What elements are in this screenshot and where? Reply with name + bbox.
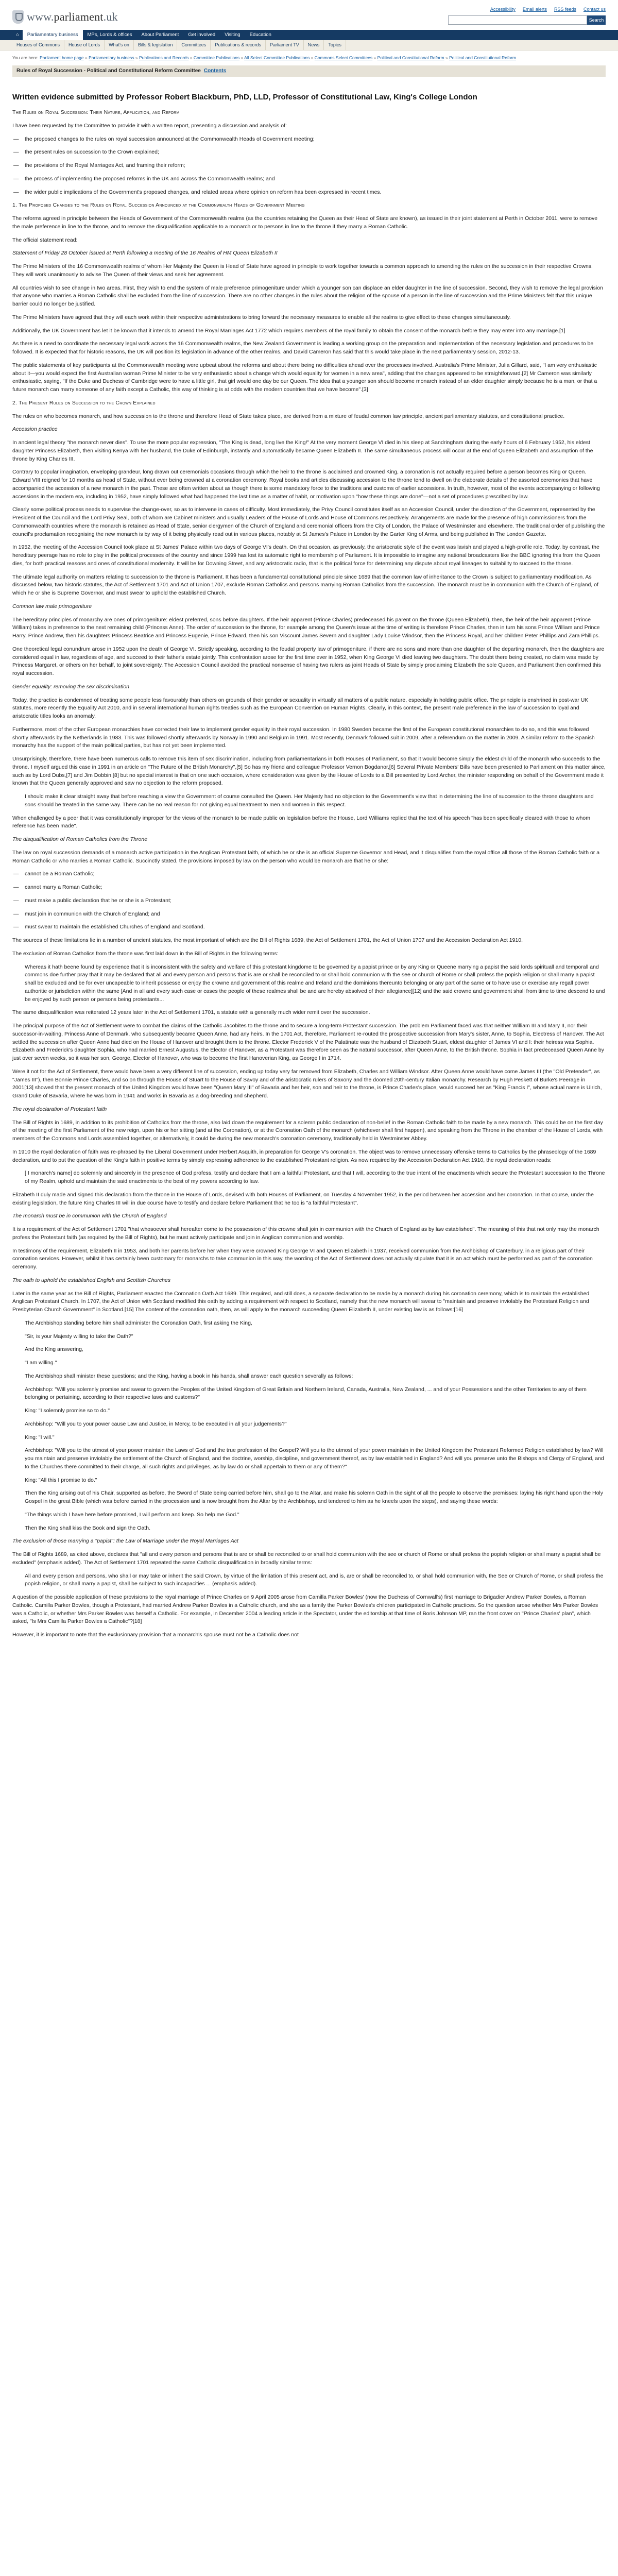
quotation: Then the King arising out of his Chair, supported as before, the Sword of State being carried before him, shall go to the Altar, and make his solemn Oath in the sight of all the people to observe the premisses: laying his right hand upon the Holy Gospel in the great Bible (which was before carried in the procession and is now brought from the Altar by the Archbishop, and tendered to him as he kneels upon the steps), and saying these words: xyxy=(25,1490,603,1504)
quotation: And the King answering, xyxy=(25,1346,83,1353)
section-heading: 1. The Proposed Changes to the Rules on Royal Succession Announced at the Commonwealth Heads of Government Meeting xyxy=(12,202,305,209)
utility-links xyxy=(490,6,606,13)
quotation: The Archbishop shall minister these questions; and the King, having a book in his hands, shall answer each question severally as follows: xyxy=(25,1372,353,1379)
paragraph: The exclusion of Roman Catholics from the throne was first laid down in the Bill of Rights in the following terms: xyxy=(12,950,279,957)
list-item: — cannot be a Roman Catholic; xyxy=(25,870,606,878)
paragraph: The public statements of key participants at the Commonwealth meeting were upbeat about the reforms and about there being no difficulties ahead over the processes involved. Australia's Prime Minister, Julia Gillard, said, "I am very enthusiastic about it—you would expect the first Australian woman Prime Minister to be very enthusiastic about a change which would equality for women in a new area", adding that the changes appeared to be straightforward.[2] Mr Cameron was similarly enthusiastic, saying, "If the Duke and Duchess of Cambridge were to have a little girl, that girl would one day be our Queen. The idea that a younger son should become monarch instead of an elder daughter simply because he is a man, or that a future monarch can marry someone of any faith except a Catholic, this way of thinking is at odds with the modern countries that we have become".[3] xyxy=(12,362,597,393)
report-title-bar xyxy=(12,65,606,77)
paragraph: The ultimate legal authority on matters relating to succession to the throne is Parliament. It has been a fundamental constitutional principle since 1689 that the common law of inheritance to the Crown is subject to parliamentary modification. As discussed below, two historic statutes, the Act of Settlement 1701 and Act of Union 1707, exclude Roman Catholics and persons marrying Roman Catholics from the succession. The monarch must be in communion with the Church of England, of which he or she is Supreme Governor, and must swear to uphold the established Church. xyxy=(12,573,598,596)
quotation: "Sir, is your Majesty willing to take the Oath?" xyxy=(25,1333,133,1340)
nav-mps-lords-offices[interactable]: MPs, Lords & offices xyxy=(87,31,132,38)
subheading: The oath to uphold the established English and Scottish Churches xyxy=(12,1277,171,1283)
list-item: — must make a public declaration that he or she is a Protestant; xyxy=(25,897,606,905)
site-header xyxy=(0,0,618,30)
utility-link-contact-us[interactable]: Contact us xyxy=(583,7,606,12)
quotation: "The things which I have here before promised, I will perform and keep. So help me God." xyxy=(25,1511,239,1518)
subnav-news[interactable]: News xyxy=(304,40,324,50)
report-title: Rules of Royal Succession - Political and Constitutional Reform Committee xyxy=(16,68,201,74)
subheading: The royal declaration of Protestant faith xyxy=(12,1106,107,1112)
list-item: — must join in communion with the Church of England; and xyxy=(25,910,606,919)
quotation: King: "I solemnly promise so to do." xyxy=(25,1408,110,1414)
paragraph: The law on royal succession demands of a monarch active participation in the Anglican Protestant faith, of which he or she is an official Supreme Governor and Head, and it disqualifies from the royal office all those of the Roman Catholic faith or a Roman Catholic or who marries a Roman Catholic. Succinctly stated, the provisions imposed by law on the person who would be monarch are that he or she: xyxy=(12,849,600,864)
subnav-parliament-tv[interactable]: Parliament TV xyxy=(266,40,304,50)
paragraph: Were it not for the Act of Settlement, there would have been a very different line of succession, ending up today very far removed from Elizabeth, Charles and William Windsor. After Queen Anne would have come James III (the "Old Pretender", as "James III"), then Bonnie Prince Charles, and so on through the House of Stuart to the House of Savoy and of the aristocratic rulers of Saxony and the doomed 20th-century Italian monarchy. Research by Hugh Peskett of Burke's Peerage in 2001[13] showed that the present monarch of the United Kingdom would have been "Queen Mary III" of Bavaria and her heir, son and heir to the throne, is Prince Charles's place, would succeed her as "King Francis I", whose actual name is Ulrich, Grand Duke of Bavaria, where he was born in 1941 and works in Bavaria as a dog-breeding and shepherd. xyxy=(12,1068,602,1099)
secondary-nav xyxy=(0,40,618,50)
list-item: — cannot marry a Roman Catholic; xyxy=(25,884,606,892)
quotation: Archbishop: "Will you solemnly promise and swear to govern the Peoples of the United Kingdom of Great Britain and Northern Ireland, Canada, Australia, New Zealand, ... and of your Possessions and the other Territories to any of them belonging or pertaining, according to their respective laws and customs?" xyxy=(25,1386,587,1401)
site-logo[interactable] xyxy=(12,8,118,25)
quotation: Archbishop: "Will you to the utmost of your power maintain the Laws of God and the true profession of the Gospel? Will you to the utmost of your power maintain in the United Kingdom the Protestant Reformed Religion established by law? Will you maintain and preserve inviolably the settlement of the Church of England, and the doctrine, worship, discipline, and government thereof, as by law established in England? And will you preserve unto the Bishops and Clergy of England, and to the Churches there committed to their charge, all such rights and privileges, as by law do or shall appertain to them or any of them?" xyxy=(25,1447,604,1470)
list-item: — must swear to maintain the established Churches of England and Scotland. xyxy=(25,923,606,931)
quotation: All and every person and persons, who shall or may take or inherit the said Crown, by virtue of the limitation of this present act, and is, are or shall be reconciled to, or shall hold communion with, the See or Church of Rome, or shall profess the popish religion, or shall marry a papist, shall be subject to such incapacities ... (emphasis added). xyxy=(25,1572,604,1587)
paragraph: The reforms agreed in principle between the Heads of Government of the Commonwealth realms (as the countries retaining the Queen as their Head of State are known), as issued in their joint statement at Perth in October 2011, were to remove the male preference in line to the throne, and to remove the disqualification applicable to a monarch or to persons in line to the throne if they marry a Roman Catholic. xyxy=(12,215,598,230)
breadcrumb-link[interactable]: Committee Publications xyxy=(193,55,240,60)
paragraph: The Prime Ministers have agreed that they will each work within their respective administrations to bring forward the necessary measures to enable all the realms to give effect to these changes simultaneously. xyxy=(12,314,511,320)
list-item: — the process of implementing the proposed reforms in the UK and across the Commonwealth realms; and xyxy=(25,175,606,183)
nav-parliamentary-business[interactable]: Parliamentary business xyxy=(23,30,83,40)
quotation: "I am willing." xyxy=(25,1360,57,1366)
paragraph: When challenged by a peer that it was constitutionally improper for the views of the monarch to be made public on legislation before the House, Lord Williams replied that the text of his speech "has been specifically cleared with those to whom reference has been made". xyxy=(12,815,590,829)
paragraph: The hereditary principles of monarchy are ones of primogeniture: eldest preferred, sons before daughters. If the heir apparent (Prince Charles) predeceased his parent on the throne (Queen Elizabeth), then, the heir of the heir apparent (Prince William) takes in preference to the next remaining child (Princess Anne). The order of succession to the throne, for example among the Queen's issue at the time of writing is therefore Prince Charles, then in turn his sons Prince William and Prince Harry, Prince Andrew, then his daughters Princess Beatrice and Princess Eugenie, Prince Edward, then his son Viscount James Severn and daughter Lady Louise Windsor, then the Princess Royal, and her children Peter Phillips and Zara Phillips. xyxy=(12,616,600,639)
utility-link-email-alerts[interactable]: Email alerts xyxy=(522,7,547,12)
list-item: — the wider public implications of the Government's proposed changes, and related areas where opinion on reform has been expressed in recent times. xyxy=(25,189,606,197)
utility-link-rss-feeds[interactable]: RSS feeds xyxy=(554,7,576,12)
paragraph: I have been requested by the Committee to provide it with a written report, presenting a discussion and analysis of: xyxy=(12,122,287,129)
subheading: The disqualification of Roman Catholics from the Throne xyxy=(12,836,148,842)
intro-list xyxy=(12,135,606,197)
search-input[interactable] xyxy=(448,15,587,25)
breadcrumb-link[interactable]: Political and Constitutional Reform xyxy=(449,55,516,60)
search-button[interactable]: Search xyxy=(587,15,606,25)
paragraph: In 1952, the meeting of the Accession Council took place at St James' Palace within two days of George VI's death. On that occasion, as previously, the aristocratic style of the event was lavish and played a high-profile role. Today, by contrast, the hereditary peerage has no role to play in the political processes of the country and since 1999 has lost its automatic right to membership of Parliament. It is impossible to imagine any national broadcasters like the BBC ignoring this from the Queen dies, for both practical reasons and ones of constitutional modernity. It will be for Downing Street, and any aristocratic radio, that is the political force for determining any dispute about royal lineages to suitability to succeed to the throne. xyxy=(12,544,600,567)
section-heading: 2. The Present Rules on Succession to the Crown Explained xyxy=(12,399,156,406)
page-title: Written evidence submitted by Professor Robert Blackburn, PhD, LLD, Professor of Constitutional Law, King's College London xyxy=(12,92,477,101)
paragraph: One theoretical legal conundrum arose in 1952 upon the death of George VI. Strictly speaking, according to the feudal property law of primogeniture, if there are no sons and more than one daughter of the departing monarch, then the daughters are considered equal in law, regardless of age, and succeed to their father's estate jointly. This confrontation arose for the first time ever in 1952, when King George VI died leaving two daughters. The doubt there being created, no claim was made by Princess Margaret, or others on her behalf, to joint sovereignty. The Accession Council avoided the practical nonsense of having two rulers as joint Heads of State by simply proclaiming Elizabeth the sole Queen, and Parliament then confirmed this royal succession. xyxy=(12,646,605,676)
subnav-committees[interactable]: Committees xyxy=(177,40,211,50)
subheading: Gender equality: removing the sex discrimination xyxy=(12,683,130,690)
quotation: King: "All this I promise to do." xyxy=(25,1477,97,1483)
paragraph: Furthermore, most of the other European monarchies have corrected their law to implement gender equality in their royal succession. In 1980 Sweden became the first of the European constitutional monarchies to do so, and this was followed shortly afterwards by the Netherlands in 1983. This was followed shortly afterwards by Norway in 1990 and Belgium in 1991. Most recently, Denmark followed suit in 2009, after a referendum on the matter in 2009. A similar reform to the Spanish monarchy has the support of the main political parties, but has not yet been implemented. xyxy=(12,726,595,749)
nav-get-involved[interactable]: Get involved xyxy=(188,31,216,38)
breadcrumb-link[interactable]: Parliamentary business xyxy=(89,55,134,60)
breadcrumb-link[interactable]: Publications and Records xyxy=(139,55,189,60)
quotation: Whereas it hath beene found by experience that it is inconsistent with the safety and welfare of this protestant kingdome to be governed by a papist prince or by any King or Queene marrying a papist the said lords spirituall and temporall and commons doe further pray that it may be declared that all and every person and persons that is are or shall be reconciled to or shall hold communion with the see or church of Rome or shall profess the popish religion or shall marry a papist shall be excluded and be for ever uncapeable to inherit possesse or enjoy the crowne and government of this realme and Ireland and the dominions thereunto belonging or any part of the same or to have use or exercise any regall power authoritie or jurisdiction within the same [And in all and every such case or cases the people of these realmes shall be and are hereby absolved of their allegiance][12] and the said crowne and government shall from time to time descend to and be enjoyed by such person or persons being protestants... xyxy=(25,963,605,1003)
subnav-topics[interactable]: Topics xyxy=(324,40,346,50)
logo-text: www.parliament.uk xyxy=(27,10,118,23)
paragraph: Elizabeth II duly made and signed this declaration from the throne in the House of Lords, devised with both Houses of Parliament, on Tuesday 4 November 1952, in the period between her accession and her coronation. In that course, under the existing legislation, the future King Charles III will in due course have to testify and declare before Parliament that he too is "a faithful Protestant". xyxy=(12,1191,594,1206)
paragraph: The official statement read: xyxy=(12,236,78,243)
breadcrumb-link[interactable]: Commons Select Committees xyxy=(314,55,373,60)
subheading: The exclusion of those marrying a "papist": the Law of Marriage under the Royal Marriages Act xyxy=(12,1538,238,1545)
document-body xyxy=(0,92,618,1639)
list-item: — the present rules on succession to the Crown explained; xyxy=(25,148,606,157)
primary-nav xyxy=(0,30,618,40)
quote-heading: Statement of Friday 28 October issued at Perth following a meeting of the 16 Realms of HM Queen Elizabeth II xyxy=(12,250,278,257)
paragraph: The Prime Ministers of the 16 Commonwealth realms of whom Her Majesty the Queen is Head of State have agreed in principle to work together towards a common approach to amending the rules on the succession in their respective Crowns. They will work unanimously to advise The Queen of their views and seek her agreement. xyxy=(12,263,593,278)
portcullis-icon xyxy=(12,10,24,24)
subheading: Common law male primogeniture xyxy=(12,603,92,609)
paragraph: Later in the same year as the Bill of Rights, Parliament enacted the Coronation Oath Act 1689. This required, and still does, a separate declaration to be made by a monarch during his coronation ceremony, which is to maintain the established Anglican Protestant Church. In 1707, the Act of Union with Scotland modified this oath by adding a requirement with respect to Scotland, namely that the new monarch will swear to "maintain and preserve inviolably the Protestant Religion and Presbyterian Church Government" in Scotland.[15] The content of the coronation oath, then, as will apply to the monarch succeeding Queen Elizabeth II, under existing law is as follows:[16] xyxy=(12,1290,590,1313)
paragraph: The sources of these limitations lie in a number of ancient statutes, the most important of which are the Bill of Rights 1689, the Act of Settlement 1701, the Act of Union 1707 and the Accession Declaration Act 1910. xyxy=(12,937,523,943)
subnav-house-of-commons[interactable]: Houses of Commons xyxy=(12,40,64,50)
list-item: — the proposed changes to the rules on royal succession announced at the Commonwealth Heads of Government meeting; xyxy=(25,135,606,144)
quotation: Archbishop: "Will you to your power cause Law and Justice, in Mercy, to be executed in all your judgements?" xyxy=(25,1420,287,1427)
paragraph: In testimony of the requirement, Elizabeth II in 1953, and both her parents before her when they were crowned King George VI and Queen Elizabeth in 1937, received communion from the Archbishop of Canterbury, in a religious part of their coronation services. However, whilst it has certainly been customary for monarchs to take communion in this way, the wording of the Act of Settlement does not actually stipulate that it is an act which must be performed as part of the coronation ceremony. xyxy=(12,1247,593,1270)
quotation: I should make it clear straight away that before reaching a view the Government of course consulted the Queen. Her Majesty had no objection to the Government's view that in determining the line of succession to the throne daughters and sons should be treated in the same way. There can be no real reason for not giving equal treatment to men and women in this respect. xyxy=(25,793,594,808)
quotation: King: "I will." xyxy=(25,1434,55,1440)
breadcrumb: You are here: Parliament home page » Parliamentary business » Publications and Records » Committee Publications » All Select Committee Publications » Commons Select Committees » Political and Constitutional Reform » Political and Constitutional Reform xyxy=(12,55,516,60)
home-icon[interactable]: ⌂ xyxy=(16,31,19,38)
search-form xyxy=(448,15,606,25)
quotation: Then the King shall kiss the Book and sign the Oath. xyxy=(25,1524,150,1531)
paragraph: Clearly some political process needs to supervise the change-over, so as to intervene in cases of difficulty. Most immediately, the Privy Council constitutes itself as an Accession Council, under the direction of the Government, represented by the President of the Council and the Lord Privy Seal, both of whom are Cabinet ministers and usually Leaders of the House of Lords and House of Commons respectively. Arrangements are made for the presence of high commissioners from the Commonwealth countries where the monarch is retained as Head of State, senior clergymen of the Church of England and ceremonial officers from the City of London, the Palace of Westminster and elsewhere. The traditional order of publishing the council's proclamation recognising the new monarch is by way of it being physically read out in various places, notably at St James's Palace in London by the Garter King of Arms, and being published in The London Gazette. xyxy=(12,506,605,537)
subnav-bills-legislation[interactable]: Bills & legislation xyxy=(134,40,178,50)
section-heading: The Rules on Royal Succession: Their Nature, Application, and Reform xyxy=(12,109,180,115)
paragraph: In ancient legal theory "the monarch never dies". To use the more popular expression, "The King is dead, long live the King!" At the very moment George VI died in his sleep at Sandringham during the early hours of 6 February 1952, his eldest daughter Princess Elizabeth, then visiting Kenya with her husband, the Duke of Edinburgh, instantly and automatically became Queen Elizabeth II. The same simultaneous process will occur at the end of Queen Elizabeth and assumption of the throne by King Charles III. xyxy=(12,439,593,462)
subheading: Accession practice xyxy=(12,426,58,433)
paragraph: The rules on who becomes monarch, and how succession to the throne and therefore Head of State takes place, are derived from a mixture of feudal common law principle, ancient parliamentary statutes, and constitutional practice. xyxy=(12,413,565,419)
paragraph: The Bill of Rights in 1689, in addition to its prohibition of Catholics from the throne, also laid down the requirement for a solemn public declaration of non-belief in the Roman Catholic faith to be made by a new monarch. This could be on the first day of the meeting of the first Parliament of the new reign, upon his or her sitting (and at the Coronation), or at the Coronation Oath of the monarch (whichever shall first happen), and speaking from the Throne in the chamber of the House of Lords, with members of the Commons and Lords assembled together, or alternatively, it could be during the new monarch's coronation ceremony, traditionally held in Westminster Abbey. xyxy=(12,1119,603,1142)
subheading: The monarch must be in communion with the Church of England xyxy=(12,1213,167,1219)
nav-visiting[interactable]: Visiting xyxy=(225,31,241,38)
contents-link[interactable]: Contents xyxy=(203,68,227,74)
paragraph: A question of the possible application of these provisions to the royal marriage of Prince Charles on 9 April 2005 arose from Camilla Parker Bowles' (now the Duchess of Cornwall's) first marriage to Brigadier Andrew Parker Bowles, a Roman Catholic. Camilla Parker Bowles, though a Protestant, had married Andrew Parker Bowles in a Catholic church, and she as a family the Parker Bowles's children participated in Catholic practices. So the question arose whether Mrs Parker Bowles was a Catholic, or whether Mrs Parker Bowles was herself a Catholic. For example, in December 2004 a leading article in the Spectator, under the editorship at that time of Boris Johnson MP, ran the front cover on "Prince Charles' plan", which asked, "Is Mrs Camilla Parker Bowles a Catholic"?[18] xyxy=(12,1594,598,1625)
paragraph: In 1910 the royal declaration of faith was re-phrased by the Liberal Government under Herbert Asquith, in preparation for George V's coronation. The object was to remove unnecessary offensive terms to Catholics by the phraseology of the 1689 declaration, and to put the question of the King's faith in positive terms by simply expressing adherence to the established Protestant religion. As now required by the Accession Declaration Act 1910, the royal declaration reads: xyxy=(12,1148,596,1163)
paragraph: Today, the practice is condemned of treating some people less favourably than others on grounds of their gender or sexuality in virtually all matters of a public nature, especially in holding public office. The principle is enshrined in post-war UK statutes, more recently the Equality Act 2010, and in several international human rights treaties such as the European Convention on Human Rights. Clearly, in this context, the present male preference in the law of succession to loyal and aristocratic titles looks an anomaly. xyxy=(12,697,589,719)
breadcrumb-link[interactable]: Parliament home page xyxy=(40,55,84,60)
paragraph: It is a requirement of the Act of Settlement 1701 "that whosoever shall hereafter come to the possession of this crowne shall join in communion with the Church of England as by law established". The meaning of this that not only may the monarch profess the Protestant faith (as required by the Bill of Rights), but he must actively participate and join in Anglican communion and worship. xyxy=(12,1226,599,1241)
paragraph: The same disqualification was reiterated 12 years later in the Act of Settlement 1701, a statute with a generally much wider remit over the succession. xyxy=(12,1009,370,1016)
breadcrumb-link[interactable]: All Select Committee Publications xyxy=(244,55,310,60)
breadcrumb-link[interactable]: Political and Constitutional Reform xyxy=(377,55,444,60)
quotation: [ I monarch's name] do solemnly and sincerely in the presence of God profess, testify and declare that I am a faithful Protestant, and that I will, according to the true intent of the enactments which secure the Protestant succession to the Throne of my Realm, uphold and maintain the said enactments to the best of my powers according to law. xyxy=(25,1170,605,1184)
nav-about-parliament[interactable]: About Parliament xyxy=(141,31,179,38)
paragraph: Contrary to popular imagination, enveloping grandeur, long drawn out ceremonials occasions through which the heir to the throne is acclaimed and crowned King, a coronation is not actually required before a person becomes King or Queen. Edward VIII reigned for 10 months as head of State, without ever being crowned at a coronation ceremony. Royal books and articles discussing accession to the throne tend to dwell on the elaborate details of the assorted ceremonies that have accompanied the accession of a new monarch in the past. These are often written about as though there is some mandatory force to the traditions and customs of earlier accessions. In truth, however, most of the events accompanying or following accessions in the modern era, including in 1952, have simply followed what had happened the last time as a matter of habit, or motivation upon "how these things are done"—not a set of procedures prescribed by law. xyxy=(12,469,600,500)
paragraph: The principal purpose of the Act of Settlement were to combat the claims of the Catholic Jacobites to the throne and to secure a long-term Protestant succession. The problem Parliament faced was that neither William III and Mary II, nor their successor-in-waiting, Princess Anne of Denmark, who subsequently became Queen Anne, had any heirs. In the 1701 Act, therefore, Parliament re-routed the prospective succession from Mary's sister, Anne, to Sophia, Electress of Hanover. The Act settled the succession after Queen Anne had died on the House of Hanover and brought them to the throne. Elector Frederick V of the Palatinate was the husband of Elizabeth Stuart, eldest daughter of James VI and I: their heiress was Sophia. Elizabeth and Frederick's daughter Sophia, who had married Ernest Augustus, the Elector of Hanover, as a Protestant was therefore seen as the natural successor, after Queen Anne, to the British throne. Sophia in fact predeceased Queen Anne by just over seven weeks, so it was her son, George, Elector of Hanover, who was to become the first Hanoverian King, as George I in 1714. xyxy=(12,1023,604,1061)
paragraph: However, it is important to note that the exclusionary provision that a monarch's spouse must not be a Catholic does not xyxy=(12,1632,299,1638)
breadcrumb-prefix: You are here: xyxy=(12,55,39,60)
paragraph: The Bill of Rights 1689, as cited above, declares that "all and every person and persons that is are or shall be reconciled to or shall hold communion with the see or church of Rome or shall profess the popish religion or shall marry a papist shall be excluded" (emphasis added). The Act of Settlement 1701 repeated the same Catholic disqualification in broadly similar terms: xyxy=(12,1551,601,1566)
paragraph: As there is a need to coordinate the necessary legal work across the 16 Commonwealth realms, the New Zealand Government is leading a working group on the preparation and implementation of the necessary legislation and procedures to be followed. It is expected that for historic reasons, the UK will position its legislation in advance of the other realms, and David Cameron has said that this would take place in the next parliamentary session, 2012-13. xyxy=(12,341,594,355)
paragraph: Additionally, the UK Government has let it be known that it intends to amend the Royal Marriages Act 1772 which requires members of the royal family to obtain the consent of the monarch before they may enter into any marriage.[1] xyxy=(12,327,565,334)
nav-education[interactable]: Education xyxy=(249,31,271,38)
subnav-publications-records[interactable]: Publications & records xyxy=(211,40,266,50)
paragraph: Unsurprisingly, therefore, there have been numerous calls to remove this item of sex discrimination, including from parliamentarians in both Houses of Parliament, so that it would become simply the eldest child of the monarch who succeeds to the throne. I myself argued this case in 1991 in an article on "The Future of the British Monarchy",[5] So has my friend and colleague Professor Vernon Bogdanor,[6] Several Private Members' Bills have been presented to Parliament on this matter since, such as by Lord Dubs,[7] and Jim Dobbin,[8] but no special interest is that on one such occasion, where consideration was given by the House of Lords to a Bill presented by Lord Archer, the minister responding on behalf of the Government made it known that the Queen generally approved and saw no objection to the reform proposed. xyxy=(12,756,606,787)
utility-link-accessibility[interactable]: Accessibility xyxy=(490,7,516,12)
conditions-list xyxy=(12,870,606,931)
subnav-whats-on[interactable]: What's on xyxy=(105,40,134,50)
subnav-house-of-lords[interactable]: House of Lords xyxy=(64,40,105,50)
paragraph: All countries wish to see change in two areas. First, they wish to end the system of male preference primogeniture under which a younger son can displace an elder daughter in the line of succession. Second, they wish to remove the legal provision that anyone who marries a Roman Catholic shall be excluded from the line of succession. There are no other changes in the rules about the religion of the spouse of a person in the line of succession and the Prime Ministers felt that this unique barrier could no longer be justified. xyxy=(12,284,603,307)
list-item: — the provisions of the Royal Marriages Act, and framing their reform; xyxy=(25,162,606,170)
quotation: The Archbishop standing before him shall administer the Coronation Oath, first asking the King, xyxy=(25,1319,252,1326)
